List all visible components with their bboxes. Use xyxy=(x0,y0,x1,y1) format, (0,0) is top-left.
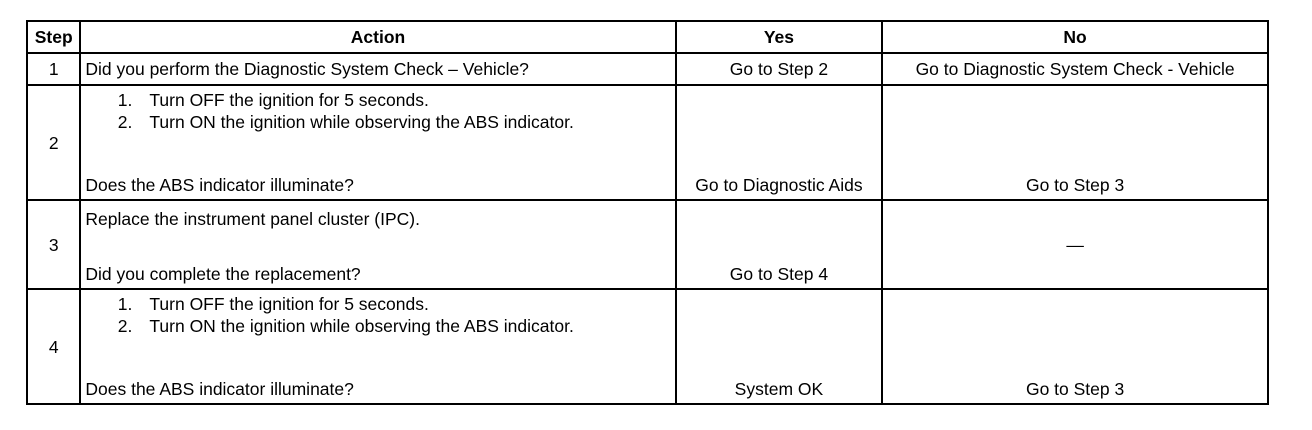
list-item-number: 2. xyxy=(117,316,133,336)
action-question: Does the ABS indicator illuminate? xyxy=(85,379,354,399)
action-question: Did you perform the Diagnostic System Check – Vehicle? xyxy=(80,53,675,85)
header-yes: Yes xyxy=(676,21,882,53)
action-question: Did you complete the replacement? xyxy=(85,264,361,284)
action-question: Does the ABS indicator illuminate? xyxy=(85,175,354,195)
table-row xyxy=(27,53,1268,85)
instruction-list xyxy=(85,89,671,133)
yes-result: Go to Step 4 xyxy=(676,200,882,289)
action-instruction: Replace the instrument panel cluster (IPC). xyxy=(85,209,420,229)
list-item-number: 1. xyxy=(117,294,133,314)
list-item xyxy=(85,315,671,337)
step-number: 3 xyxy=(27,200,80,289)
table-row xyxy=(27,200,1268,289)
yes-result: System OK xyxy=(676,289,882,404)
table-row xyxy=(27,289,1268,404)
no-result: Go to Step 3 xyxy=(882,289,1268,404)
header-no: No xyxy=(882,21,1268,53)
list-item-text: Turn ON the ignition while observing the ABS indicator. xyxy=(149,112,574,132)
table-row xyxy=(27,85,1268,200)
list-item-text: Turn OFF the ignition for 5 seconds. xyxy=(149,90,429,110)
yes-result: Go to Step 2 xyxy=(676,53,882,85)
step-number: 2 xyxy=(27,85,80,200)
yes-result: Go to Diagnostic Aids xyxy=(676,85,882,200)
header-action: Action xyxy=(80,21,675,53)
header-row xyxy=(27,21,1268,53)
list-item xyxy=(85,293,671,315)
no-result: — xyxy=(882,200,1268,289)
list-item-text: Turn ON the ignition while observing the ABS indicator. xyxy=(149,316,574,336)
list-item-number: 1. xyxy=(117,90,133,110)
list-item-text: Turn OFF the ignition for 5 seconds. xyxy=(149,294,429,314)
step-number: 1 xyxy=(27,53,80,85)
list-item-number: 2. xyxy=(117,112,133,132)
action-cell xyxy=(80,85,675,200)
list-item xyxy=(85,111,671,133)
no-result: Go to Step 3 xyxy=(882,85,1268,200)
step-number: 4 xyxy=(27,289,80,404)
header-step: Step xyxy=(27,21,80,53)
instruction-list xyxy=(85,293,671,337)
no-result: Go to Diagnostic System Check - Vehicle xyxy=(882,53,1268,85)
diagnostic-table xyxy=(26,20,1269,405)
action-cell xyxy=(80,289,675,404)
list-item xyxy=(85,89,671,111)
action-cell xyxy=(80,200,675,289)
